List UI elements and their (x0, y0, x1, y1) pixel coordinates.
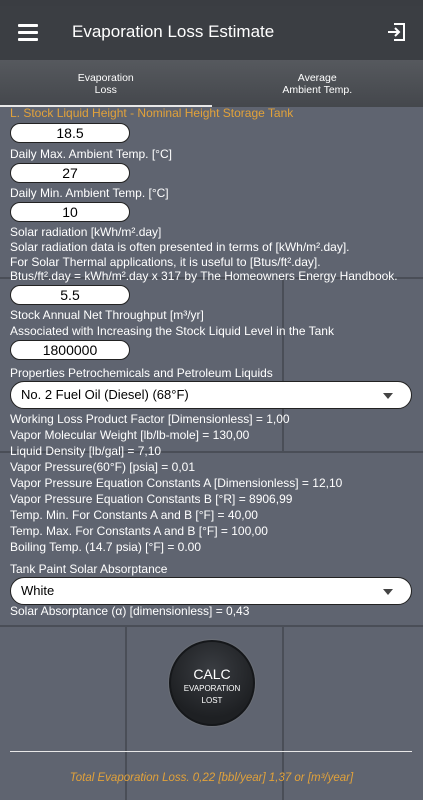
throughput-input[interactable]: 1800000 (10, 340, 130, 360)
solar-note: Solar radiation data is often presented in terms of [kWh/m².day]. (10, 240, 350, 254)
result-text: Total Evaporation Loss. 0,22 [bbl/year] 1,37 or [m³/year] (69, 772, 354, 784)
chevron-down-icon (383, 589, 393, 595)
min-temp-input[interactable]: 10 (10, 202, 130, 222)
min-temp-label: Daily Min. Ambient Temp. [°C] (10, 186, 169, 200)
tab-average-ambient-temp[interactable] (212, 60, 423, 107)
app-bar (0, 6, 423, 60)
tab-label: Evaporation (77, 71, 134, 84)
property-line: Vapor Molecular Weight [lb/lb-mole] = 130,00 (10, 428, 250, 442)
calc-button[interactable] (169, 640, 255, 726)
absorptance-value: Solar Absorptance (α) [dimensionless] = 0,43 (10, 604, 250, 618)
calc-button-sublabel: EVAPORATION (183, 684, 241, 693)
app-title: Evaporation Loss Estimate (72, 22, 275, 41)
property-line: Liquid Density [lb/gal] = 7,10 (10, 444, 162, 458)
stock-height-label: L. Stock Liquid Height - Nominal Height Storage Tank (10, 107, 294, 120)
tab-evaporation-loss[interactable] (0, 60, 212, 107)
background-grid (0, 625, 423, 627)
form-scroll-area[interactable] (0, 107, 423, 800)
calc-button-label: CALC (193, 666, 231, 682)
tab-label: Average (297, 71, 337, 84)
paint-label: Tank Paint Solar Absorptance (10, 562, 168, 576)
properties-label: Properties Petrochemicals and Petroleum Liquids (10, 366, 273, 380)
max-temp-label: Daily Max. Ambient Temp. [°C] (10, 147, 172, 161)
product-select-value: No. 2 Fuel Oil (Diesel) (68°F) (21, 387, 189, 402)
background-grid (282, 277, 284, 453)
property-line: Boiling Temp. (14.7 psia) [°F] = 0.00 (10, 540, 202, 554)
solar-radiation-label: Solar radiation [kWh/m².day] (10, 225, 162, 239)
throughput-note: Associated with Increasing the Stock Liquid Level in the Tank (10, 324, 334, 338)
property-line: Temp. Max. For Constants A and B [°F] = 100,00 (10, 524, 268, 538)
stock-height-input[interactable]: 18.5 (10, 123, 130, 143)
property-line: Vapor Pressure Equation Constants B [°R] = 8906,99 (10, 492, 293, 506)
property-line: Vapor Pressure(60°F) [psia] = 0,01 (10, 460, 195, 474)
solar-radiation-input[interactable]: 5.5 (10, 285, 130, 305)
chevron-down-icon (383, 393, 393, 399)
tab-label: Ambient Temp. (282, 83, 353, 96)
paint-select[interactable] (10, 577, 412, 605)
property-line: Vapor Pressure Equation Constants A [Dimensionless] = 12,10 (10, 476, 343, 490)
exit-icon[interactable] (385, 20, 409, 44)
menu-icon[interactable] (18, 24, 38, 40)
divider (10, 751, 412, 752)
property-line: Working Loss Product Factor [Dimensionless] = 1,00 (10, 412, 290, 426)
product-select[interactable] (10, 381, 412, 409)
solar-note: For Solar Thermal applications, it is useful to [Btus/ft².day]. (10, 255, 321, 269)
throughput-label: Stock Annual Net Throughput [m³/yr] (10, 308, 204, 322)
calc-button-sublabel: LOST (201, 696, 223, 705)
tab-label: Loss (94, 83, 117, 96)
tab-bar (0, 60, 423, 107)
paint-select-value: White (21, 583, 55, 598)
max-temp-input[interactable]: 27 (10, 163, 130, 183)
solar-note: Btus/ft².day = kWh/m².day x 317 by The Homeowners Energy Handbook. (10, 269, 398, 283)
property-line: Temp. Min. For Constants A and B [°F] = 40,00 (10, 508, 258, 522)
